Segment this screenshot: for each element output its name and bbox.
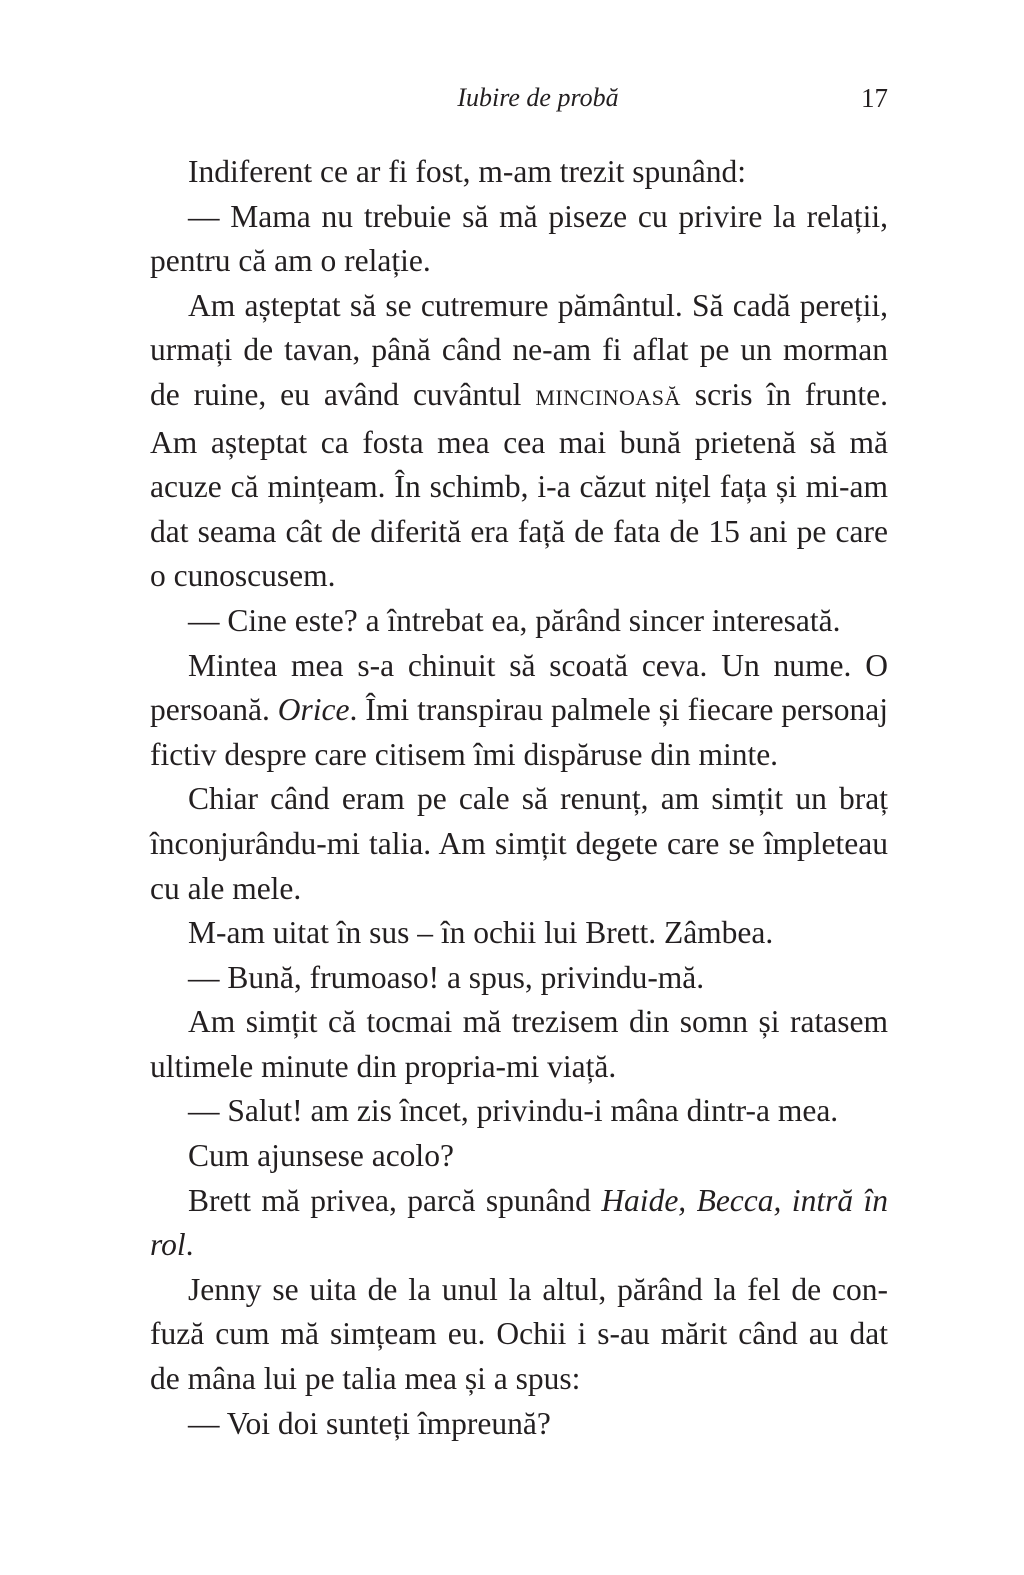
paragraph-text: Mintea mea s-a chinuit să scoată ceva. Un nume. O persoană. <box>150 647 888 728</box>
page-number: 17 <box>861 83 888 113</box>
paragraph <box>150 150 888 195</box>
paragraph-text: . <box>185 1227 194 1263</box>
paragraph <box>150 1000 888 1089</box>
dialogue-paragraph <box>150 195 888 284</box>
paragraph-text: . Îmi transpirau palmele și fiecare personaj fictiv despre care citisem îmi dispăruse din minte. <box>150 692 888 772</box>
paragraph-text: Jenny se uita de la unul la altul, părând la fel de confuză cum mă simțeam eu. Ochii i s-au mărit când au dat de mâna lui pe talia mea și a spus: <box>150 1271 888 1397</box>
small-caps-word: MINCINOASĂ <box>535 384 681 410</box>
paragraph-text: Brett mă privea, parcă spunând <box>188 1182 602 1218</box>
paragraph <box>150 1268 888 1402</box>
paragraph-text: Indiferent ce ar fi fost, m-am trezit spunând: <box>188 154 747 189</box>
paragraph-text: Cum ajunsese acolo? <box>188 1138 454 1174</box>
paragraph-text: — Cine este? a întrebat ea, părând sincer interesată. <box>188 602 841 638</box>
paragraph-text: Am așteptat să se cutremure pământul. Să cadă pereții, urmați de tavan, până când ne-am fi aflat pe un morman de ruine, eu având cuvântul <box>150 287 888 412</box>
paragraph <box>150 284 888 599</box>
paragraph <box>150 777 888 911</box>
paragraph-text: Am simțit că tocmai mă trezisem din somn și ratasem ultimele minute din propria-mi viață. <box>150 1004 888 1084</box>
paragraph <box>150 1179 888 1268</box>
paragraph-text: Chiar când eram pe cale să renunț, am simțit un braț înconjurându-mi talia. Am simțit degete care se împleteau cu ale mele. <box>150 781 888 906</box>
dialogue-paragraph <box>150 599 888 644</box>
italic-word: Orice <box>277 692 350 728</box>
dialogue-paragraph <box>150 1402 888 1447</box>
paragraph-text: — Voi doi sunteți împreună? <box>188 1405 551 1441</box>
paragraph <box>150 911 888 956</box>
paragraph-text: — Bună, frumoaso! a spus, privindu-mă. <box>188 959 705 995</box>
dialogue-paragraph <box>150 1089 888 1134</box>
running-title: Iubire de probă <box>457 83 619 112</box>
paragraph-text: M-am uitat în sus – în ochii lui Brett. Zâmbea. <box>188 915 774 951</box>
paragraph-text: scris în frunte. Am așteptat ca fosta mea cea mai bună prietenă să mă acuze că mințeam. În schimb, i-a căzut nițel fața și mi-am dat seama cât de diferită era față de fata de 15 ani pe care o cunoscusem. <box>150 376 888 594</box>
paragraph-text: — Mama nu trebuie să mă piseze cu privire la relații, pentru că am o relație. <box>150 198 888 279</box>
paragraph-text: — Salut! am zis încet, privindu-i mâna dintr-a mea. <box>188 1093 839 1129</box>
paragraph <box>150 1134 888 1179</box>
paragraph <box>150 644 888 778</box>
italic-phrase: Haide, Becca, intră în rol <box>150 1182 888 1263</box>
running-header <box>150 80 888 120</box>
body-text <box>150 150 888 1446</box>
dialogue-paragraph <box>150 956 888 1001</box>
